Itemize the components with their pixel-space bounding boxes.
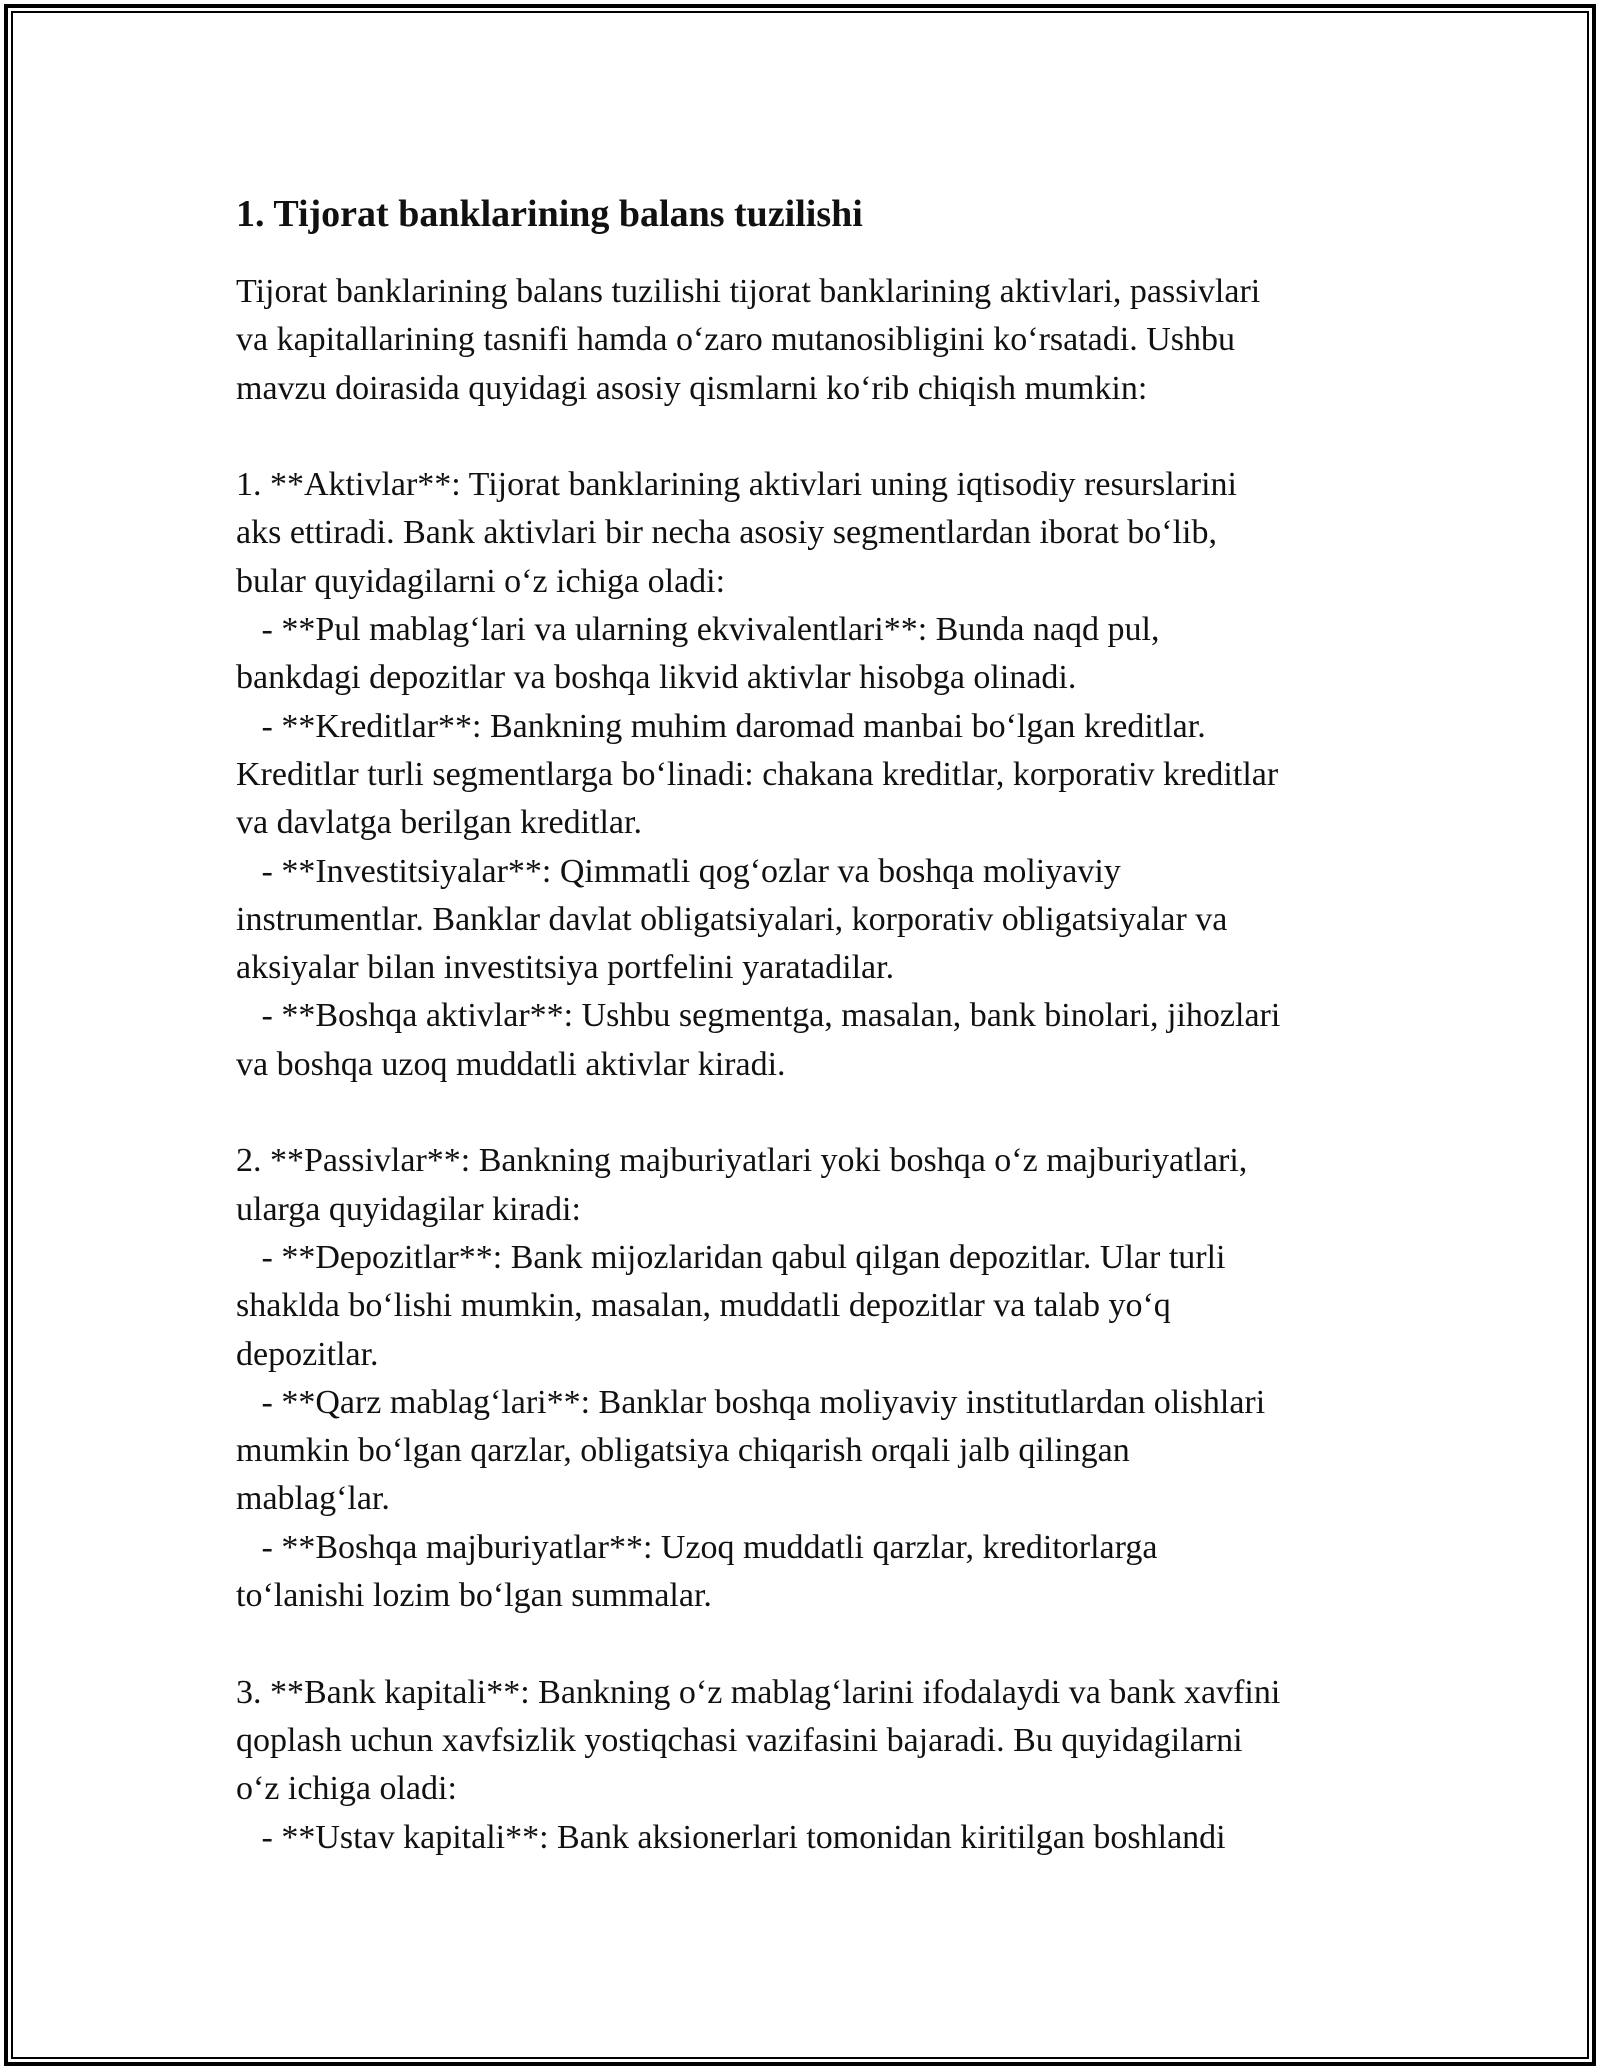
text-line: - **Boshqa aktivlar**: Ushbu segmentga, masalan, bank binolari, jihozlari <box>236 997 1281 1035</box>
text-line: - **Depozitlar**: Bank mijozlaridan qabul qilgan depozitlar. Ular turli <box>236 1238 1226 1276</box>
text-line: - **Investitsiyalar**: Qimmatli qog‘ozlar va boshqa moliyaviy <box>236 852 1121 890</box>
text-line: instrumentlar. Banklar davlat obligatsiyalari, korporativ obligatsiyalar va <box>236 900 1228 938</box>
text-line: 3. **Bank kapitali**: Bankning o‘z mablag‘larini ifodalaydi va bank xavfini <box>236 1673 1281 1711</box>
text-line: 2. **Passivlar**: Bankning majburiyatlari yoki boshqa o‘z majburiyatlari, <box>236 1142 1248 1180</box>
text-line: to‘lanishi lozim bo‘lgan summalar. <box>236 1577 712 1615</box>
blank-line <box>236 1620 1396 1668</box>
text-line: va davlatga berilgan kreditlar. <box>236 804 642 842</box>
text-line: o‘z ichiga oladi: <box>236 1770 457 1808</box>
text-line: qoplash uchun xavfsizlik yostiqchasi vazifasini bajaradi. Bu quyidagilarni <box>236 1721 1243 1759</box>
text-line: ularga quyidagilar kiradi: <box>236 1190 581 1228</box>
text-line: - **Kreditlar**: Bankning muhim daromad manbai bo‘lgan kreditlar. <box>236 707 1206 745</box>
text-line: 1. **Aktivlar**: Tijorat banklarining aktivlari uning iqtisodiy resurslarini <box>236 466 1238 504</box>
body-text <box>236 268 1396 1862</box>
text-line: Kreditlar turli segmentlarga bo‘linadi: chakana kreditlar, korporativ kreditlar <box>236 755 1279 793</box>
blank-line <box>236 1089 1396 1137</box>
text-line: va boshqa uzoq muddatli aktivlar kiradi. <box>236 1045 786 1083</box>
text-line: shaklda bo‘lishi mumkin, masalan, muddatli depozitlar va talab yo‘q <box>236 1287 1171 1325</box>
blank-line <box>236 413 1396 461</box>
text-line: mavzu doirasida quyidagi asosiy qismlarni ko‘rib chiqish mumkin: <box>236 369 1148 407</box>
text-line: bankdagi depozitlar va boshqa likvid aktivlar hisobga olinadi. <box>236 659 1077 697</box>
text-line: mablag‘lar. <box>236 1480 390 1518</box>
text-line: - **Pul mablag‘lari va ularning ekvivalentlari**: Bunda naqd pul, <box>236 611 1160 649</box>
text-line: bular quyidagilarni o‘z ichiga oladi: <box>236 562 726 600</box>
text-line: depozitlar. <box>236 1335 379 1373</box>
text-line: aksiyalar bilan investitsiya portfelini yaratadilar. <box>236 949 895 987</box>
section-heading: 1. Tijorat banklarining balans tuzilishi <box>236 193 863 235</box>
text-line: - **Qarz mablag‘lari**: Banklar boshqa moliyaviy institutlardan olishlari <box>236 1383 1266 1421</box>
text-line: aks ettiradi. Bank aktivlari bir necha asosiy segmentlardan iborat bo‘lib, <box>236 514 1217 552</box>
text-line: - **Boshqa majburiyatlar**: Uzoq muddatli qarzlar, kreditorlarga <box>236 1528 1158 1566</box>
text-line: Tijorat banklarining balans tuzilishi tijorat banklarining aktivlari, passivlari <box>236 273 1261 310</box>
text-line: - **Ustav kapitali**: Bank aksionerlari tomonidan kiritilgan boshlandi <box>236 1818 1226 1856</box>
document-body <box>236 190 1396 1862</box>
text-line: mumkin bo‘lgan qarzlar, obligatsiya chiqarish orqali jalb qilingan <box>236 1432 1130 1470</box>
text-line: va kapitallarining tasnifi hamda o‘zaro mutanosibligini ko‘rsatadi. Ushbu <box>236 321 1235 359</box>
